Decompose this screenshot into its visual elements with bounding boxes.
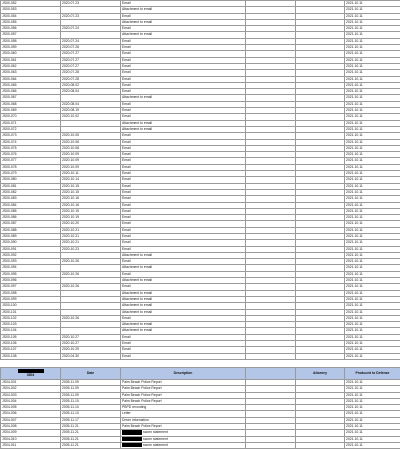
cell-text: 2021.10.11 xyxy=(346,316,363,320)
cell-text: JS00-097 xyxy=(2,284,17,288)
cell-text: 2021.10.11 xyxy=(346,140,363,144)
cell-text: 2021.10.11 xyxy=(346,196,363,200)
cell-text: Email xyxy=(122,221,130,225)
cell-text: 2021.10.11 xyxy=(346,20,363,24)
cell-text: JS00-104 xyxy=(2,328,17,332)
cell-text: 2021.10.11 xyxy=(346,171,363,175)
redaction-bar xyxy=(122,430,142,434)
cell-text: 2021.10.11 xyxy=(346,127,363,131)
cell-text: Email xyxy=(122,196,130,200)
cell-text: 2021.10.11 xyxy=(346,328,363,332)
cell-text: 2020.10.20 xyxy=(62,221,79,225)
cell-text: 2021.10.11 xyxy=(346,215,363,219)
cell-text: Email xyxy=(122,89,130,93)
cell-text: JS04-003 xyxy=(2,393,17,397)
cell-text: PBPD recording xyxy=(122,405,146,409)
cell-text: 2021.10.11 xyxy=(346,51,363,55)
cell-text: Attachment to email xyxy=(122,265,152,269)
cell-text: Attachment to email xyxy=(122,291,152,295)
cell-text: Attachment to email xyxy=(122,297,152,301)
cell-text: Email xyxy=(122,39,130,43)
cell-text: 2020.10.14 xyxy=(62,177,79,181)
cell-text: 2020.10.09 xyxy=(62,165,79,169)
cell-text: 2005.11.10 xyxy=(62,405,79,409)
cell-text: Email xyxy=(122,177,130,181)
cell-text: Email xyxy=(122,234,130,238)
cell-text: 2020.10.08 xyxy=(62,146,79,150)
cell-text: 2021.10.11 xyxy=(346,121,363,125)
cell-text: JS00-082 xyxy=(2,190,17,194)
cell-text: JS00-063 xyxy=(2,70,17,74)
cell-text: 2021.10.11 xyxy=(346,234,363,238)
cell-text: JS00-055 xyxy=(2,20,17,24)
cell-text: Email xyxy=(122,335,130,339)
cell-text: Email xyxy=(122,102,130,106)
cell-text: 2021.10.11 xyxy=(346,203,363,207)
cell-text: Email xyxy=(122,1,130,5)
cell-text: JS04-001 xyxy=(2,380,17,384)
cell-text: 2021.10.11 xyxy=(346,272,363,276)
cell-text: 2021.10.11 xyxy=(346,284,363,288)
cell-text: 2020.10.16 xyxy=(62,203,79,207)
cell-text: Email xyxy=(122,284,130,288)
cell-text: 2021.10.11 xyxy=(346,77,363,81)
cell-text: Attachment to email xyxy=(122,7,152,11)
cell-text: Attachment to email xyxy=(122,32,152,36)
cell-text: 2021.10.11 xyxy=(346,58,363,62)
cell-text: JS00-105 xyxy=(2,335,17,339)
cell-text: JS04-005 xyxy=(2,405,17,409)
cell-text: 2005.11.17 xyxy=(62,418,79,422)
cell-text: 2020.08.02 xyxy=(62,83,79,87)
cell-text: JS00-064 xyxy=(2,77,17,81)
cell-text: JS00-101 xyxy=(2,310,17,314)
cell-text: Email xyxy=(122,228,130,232)
cell-text: 2021.10.11 xyxy=(346,14,363,18)
table-row xyxy=(1,443,400,449)
cell-text: 2021.10.11 xyxy=(346,26,363,30)
cell-text: Email xyxy=(122,259,130,263)
cell-text: 2021.10.11 xyxy=(346,7,363,11)
cell-text: 2021.10.11 xyxy=(346,418,363,422)
cell-text: 2021.10.11 xyxy=(346,443,363,447)
cell-text: Attachment to email xyxy=(122,310,152,314)
cell-text: 2020.08.19 xyxy=(62,108,79,112)
cell-text: JS00-100 xyxy=(2,303,17,307)
cell-text: JS04-010 xyxy=(2,437,17,441)
cell-text: 2021.10.11 xyxy=(346,393,363,397)
cell-text: 2021.10.11 xyxy=(346,253,363,257)
cell-text: 2021.10.11 xyxy=(346,45,363,49)
header-blank xyxy=(246,367,296,379)
table-cell xyxy=(1,353,61,359)
cell-text: 2021.10.11 xyxy=(346,424,363,428)
cell-text: 2020.07.26 xyxy=(62,45,79,49)
cell-text: 2021.10.11 xyxy=(346,405,363,409)
cell-text: JS00-084 xyxy=(2,203,17,207)
table-cell xyxy=(61,443,121,449)
cell-text: Palm Beach Police Report xyxy=(122,380,162,384)
cell-text: JS04-006 xyxy=(2,411,17,415)
cell-text: JS00-052 xyxy=(2,1,17,5)
table-cell xyxy=(121,353,246,359)
header-id-label: 3504 xyxy=(27,373,35,377)
cell-text: Email xyxy=(122,133,130,137)
cell-text: 2021.10.11 xyxy=(346,1,363,5)
cell-text: 2021.10.11 xyxy=(346,209,363,213)
cell-text: Palm Beach Police Report xyxy=(122,386,162,390)
cell-text: 2021.10.11 xyxy=(346,291,363,295)
cell-text: JS00-090 xyxy=(2,240,17,244)
cell-text: JS00-072 xyxy=(2,127,17,131)
cell-text: 2021.10.11 xyxy=(346,240,363,244)
cell-text: Email xyxy=(122,209,130,213)
cell-text: 2005.11.21 xyxy=(62,437,79,441)
cell-text: JS04-007 xyxy=(2,418,17,422)
cell-text: JS00-078 xyxy=(2,165,17,169)
cell-text: 2021.10.11 xyxy=(346,430,363,434)
cell-text: 2021.10.11 xyxy=(346,221,363,225)
cell-text: JS00-077 xyxy=(2,158,17,162)
cell-text: 2021.10.11 xyxy=(346,297,363,301)
cell-text: Email xyxy=(122,77,130,81)
bottom-table xyxy=(0,367,400,449)
cell-text: JS04-008 xyxy=(2,424,17,428)
cell-text: 2021.10.11 xyxy=(346,70,363,74)
cell-text: 2021.10.11 xyxy=(346,158,363,162)
cell-text: JS00-081 xyxy=(2,184,17,188)
cell-text: 2021.10.11 xyxy=(346,354,363,358)
cell-text: 2020.10.26 xyxy=(62,259,79,263)
header-date: Date xyxy=(61,367,121,379)
cell-text: 2005.11.09 xyxy=(62,386,79,390)
cell-text: 2021.10.11 xyxy=(346,303,363,307)
cell-text: JS00-066 xyxy=(2,89,17,93)
cell-text: 2020.10.02 xyxy=(62,114,79,118)
cell-text: 2020.08.04 xyxy=(62,102,79,106)
cell-text: Email xyxy=(122,152,130,156)
header-row xyxy=(1,367,400,379)
cell-text: JS00-074 xyxy=(2,140,17,144)
table-gap xyxy=(0,360,400,367)
cell-text: JS00-102 xyxy=(2,316,17,320)
cell-text: Email xyxy=(122,83,130,87)
cell-text: 2020.10.06 xyxy=(62,140,79,144)
cell-text: JS00-056 xyxy=(2,26,17,30)
cell-text: 2021.10.11 xyxy=(346,32,363,36)
cell-text: 2020.10.29 xyxy=(62,347,79,351)
cell-text: Attachment to email xyxy=(122,127,152,131)
cell-text: 2005.11.10 xyxy=(62,411,79,415)
cell-text: Email xyxy=(122,165,130,169)
cell-text: 2020.10.26 xyxy=(62,284,79,288)
cell-text: JS00-057 xyxy=(2,32,17,36)
cell-text: 2021.10.11 xyxy=(346,114,363,118)
table-cell xyxy=(345,443,400,449)
cell-text: 2020.10.09 xyxy=(62,158,79,162)
cell-text: 2021.10.11 xyxy=(346,190,363,194)
table-cell xyxy=(61,353,121,359)
cell-text: 2021.10.11 xyxy=(346,399,363,403)
cell-text: Palm Beach Police Report xyxy=(122,393,162,397)
cell-text: Attachment to email xyxy=(122,303,152,307)
cell-text: Attachment to email xyxy=(122,328,152,332)
table-cell xyxy=(1,443,61,449)
cell-text: 2020.07.23 xyxy=(62,1,79,5)
cell-text: Email xyxy=(122,114,130,118)
cell-text: 2020.10.26 xyxy=(62,272,79,276)
cell-text: 2020.10.26 xyxy=(62,316,79,320)
cell-text: Email xyxy=(122,146,130,150)
cell-text: JS00-060 xyxy=(2,51,17,55)
cell-text: 2021.10.11 xyxy=(346,89,363,93)
cell-text: 2021.10.11 xyxy=(346,108,363,112)
cell-text: sworn statement xyxy=(143,437,168,441)
cell-text: 2021.10.11 xyxy=(346,146,363,150)
cell-text: Email xyxy=(122,140,130,144)
cell-text: 2020.10.21 xyxy=(62,234,79,238)
cell-text: Email xyxy=(122,354,130,358)
cell-text: 2005.11.10 xyxy=(62,399,79,403)
cell-text: JS04-004 xyxy=(2,399,17,403)
cell-text: 2020.10.15 xyxy=(62,190,79,194)
cell-text: 2020.10.11 xyxy=(62,171,79,175)
cell-text: JS00-093 xyxy=(2,259,17,263)
cell-text: Email xyxy=(122,26,130,30)
cell-text: 2021.10.11 xyxy=(346,152,363,156)
cell-text: JS00-080 xyxy=(2,177,17,181)
cell-text: 2020.10.27 xyxy=(62,341,79,345)
cell-text: 2005.11.21 xyxy=(62,430,79,434)
cell-text: 2021.10.11 xyxy=(346,335,363,339)
cell-text: Email xyxy=(122,158,130,162)
cell-text: JS00-069 xyxy=(2,108,17,112)
cell-text: Email xyxy=(122,240,130,244)
cell-text: 2020.07.24 xyxy=(62,26,79,30)
cell-text: JS00-071 xyxy=(2,121,17,125)
cell-text: 2020.08.04 xyxy=(62,89,79,93)
cell-text: 2020.07.27 xyxy=(62,58,79,62)
cell-text: 2021.10.11 xyxy=(346,83,363,87)
cell-text: 2020.10.19 xyxy=(62,215,79,219)
cell-text: JS00-096 xyxy=(2,278,17,282)
cell-text: Attachment to email xyxy=(122,278,152,282)
cell-text: JS00-061 xyxy=(2,58,17,62)
cell-text: Email xyxy=(122,316,130,320)
cell-text: 2020.10.05 xyxy=(62,133,79,137)
table-cell xyxy=(246,353,296,359)
cell-text: Email xyxy=(122,70,130,74)
cell-text: JS00-059 xyxy=(2,45,17,49)
cell-text: JS00-085 xyxy=(2,209,17,213)
cell-text: Palm Beach Police Report xyxy=(122,424,162,428)
cell-text: 2021.10.11 xyxy=(346,437,363,441)
cell-text: Email xyxy=(122,203,130,207)
cell-text: JS00-075 xyxy=(2,146,17,150)
cell-text: JS00-062 xyxy=(2,64,17,68)
cell-text: JS00-088 xyxy=(2,228,17,232)
cell-text: Email xyxy=(122,14,130,18)
cell-text: 2020.10.15 xyxy=(62,184,79,188)
cell-text: Email xyxy=(122,184,130,188)
cell-text: Email xyxy=(122,58,130,62)
cell-text: Email xyxy=(122,347,130,351)
cell-text: JS00-058 xyxy=(2,39,17,43)
cell-text: 2020.07.28 xyxy=(62,77,79,81)
cell-text: Letter xyxy=(122,411,131,415)
cell-text: JS00-083 xyxy=(2,196,17,200)
cell-text: 2020.07.24 xyxy=(62,39,79,43)
header-id xyxy=(1,367,61,379)
cell-text: JS00-065 xyxy=(2,83,17,87)
cell-text: Palm Beach Police Report xyxy=(122,399,162,403)
header-description: Description xyxy=(121,367,246,379)
cell-text: 2005.11.21 xyxy=(62,443,79,447)
cell-text: 2021.10.11 xyxy=(346,341,363,345)
cell-text: JS00-091 xyxy=(2,247,17,251)
cell-text: JS00-106 xyxy=(2,341,17,345)
cell-text: Attachment to email xyxy=(122,253,152,257)
cell-text: 2021.10.11 xyxy=(346,228,363,232)
cell-text: 2021.10.11 xyxy=(346,64,363,68)
table-cell xyxy=(296,353,345,359)
cell-text: JS00-108 xyxy=(2,354,17,358)
cell-text: Attachment to email xyxy=(122,20,152,24)
table-cell xyxy=(345,353,400,359)
cell-text: 2021.10.11 xyxy=(346,133,363,137)
cell-text: sworn statement xyxy=(143,443,168,447)
cell-text: 2020.10.27 xyxy=(62,335,79,339)
cell-text: 2021.10.11 xyxy=(346,102,363,106)
cell-text: 2021.10.11 xyxy=(346,165,363,169)
cell-text: 2021.10.11 xyxy=(346,177,363,181)
cell-text: 2021.10.11 xyxy=(346,278,363,282)
header-produced: Produced to Defense xyxy=(345,367,400,379)
cell-text: 2021.10.11 xyxy=(346,95,363,99)
cell-text: 2021.10.11 xyxy=(346,259,363,263)
cell-text: Email xyxy=(122,190,130,194)
cell-text: Email xyxy=(122,45,130,49)
cell-text: JS00-068 xyxy=(2,102,17,106)
cell-text: Email xyxy=(122,108,130,112)
cell-text: 2020.07.27 xyxy=(62,51,79,55)
cell-text: Email xyxy=(122,171,130,175)
cell-text: 2021.10.11 xyxy=(346,265,363,269)
cell-text: 2020.10.09 xyxy=(62,152,79,156)
cell-text: Email xyxy=(122,272,130,276)
header-attorney: Attorney xyxy=(296,367,345,379)
cell-text: 2020.07.23 xyxy=(62,14,79,18)
cell-text: 2020.07.27 xyxy=(62,64,79,68)
cell-text: JS00-053 xyxy=(2,7,17,11)
cell-text: sworn statement xyxy=(143,430,168,434)
cell-text: 2021.10.11 xyxy=(346,184,363,188)
cell-text: 2020.10.23 xyxy=(62,247,79,251)
cell-text: JS00-073 xyxy=(2,133,17,137)
cell-text: JS04-002 xyxy=(2,386,17,390)
cell-text: JS00-107 xyxy=(2,347,17,351)
cell-text: 2021.10.11 xyxy=(346,380,363,384)
table-row xyxy=(1,353,400,359)
cell-text: 2021.10.11 xyxy=(346,386,363,390)
cell-text: 2021.10.11 xyxy=(346,310,363,314)
cell-text: Email xyxy=(122,64,130,68)
cell-text: Driver information xyxy=(122,418,149,422)
cell-text: 2005.11.09 xyxy=(62,393,79,397)
cell-text: JS00-094 xyxy=(2,265,17,269)
cell-text: JS00-079 xyxy=(2,171,17,175)
cell-text: Email xyxy=(122,247,130,251)
cell-text: JS00-070 xyxy=(2,114,17,118)
table-cell xyxy=(246,443,296,449)
cell-text: JS00-086 xyxy=(2,215,17,219)
cell-text: JS04-011 xyxy=(2,443,16,447)
cell-text: 2005.11.21 xyxy=(62,424,79,428)
cell-text: JS00-076 xyxy=(2,152,17,156)
cell-text: JS00-087 xyxy=(2,221,17,225)
cell-text: Email xyxy=(122,341,130,345)
cell-text: 2020.07.28 xyxy=(62,70,79,74)
cell-text: Attachment to email xyxy=(122,121,152,125)
cell-text: JS00-054 xyxy=(2,14,17,18)
cell-text: JS00-067 xyxy=(2,95,17,99)
cell-text: Email xyxy=(122,51,130,55)
cell-text: JS00-095 xyxy=(2,272,17,276)
cell-text: 2020.04.30 xyxy=(62,354,79,358)
cell-text: 2005.11.09 xyxy=(62,380,79,384)
cell-text: 2020.10.19 xyxy=(62,209,79,213)
redaction-bar xyxy=(18,369,44,373)
cell-text: 2020.10.21 xyxy=(62,240,79,244)
cell-text: Attachment to email xyxy=(122,95,152,99)
cell-text: JS00-098 xyxy=(2,291,17,295)
cell-text: 2021.10.11 xyxy=(346,247,363,251)
cell-text: 2021.10.11 xyxy=(346,347,363,351)
cell-text: 2020.10.16 xyxy=(62,196,79,200)
cell-text: JS00-089 xyxy=(2,234,17,238)
cell-text: JS00-099 xyxy=(2,297,17,301)
cell-text: JS04-009 xyxy=(2,430,17,434)
table-cell xyxy=(121,443,246,449)
cell-text: JS00-103 xyxy=(2,322,17,326)
cell-text: Email xyxy=(122,215,130,219)
redaction-bar xyxy=(122,443,142,447)
cell-text: 2021.10.11 xyxy=(346,322,363,326)
cell-text: JS00-092 xyxy=(2,253,17,257)
cell-text: 2021.10.11 xyxy=(346,411,363,415)
cell-text: 2021.10.11 xyxy=(346,39,363,43)
cell-text: Attachment to email xyxy=(122,322,152,326)
table-cell xyxy=(296,443,345,449)
redaction-bar xyxy=(122,437,142,441)
cell-text: 2020.10.21 xyxy=(62,228,79,232)
